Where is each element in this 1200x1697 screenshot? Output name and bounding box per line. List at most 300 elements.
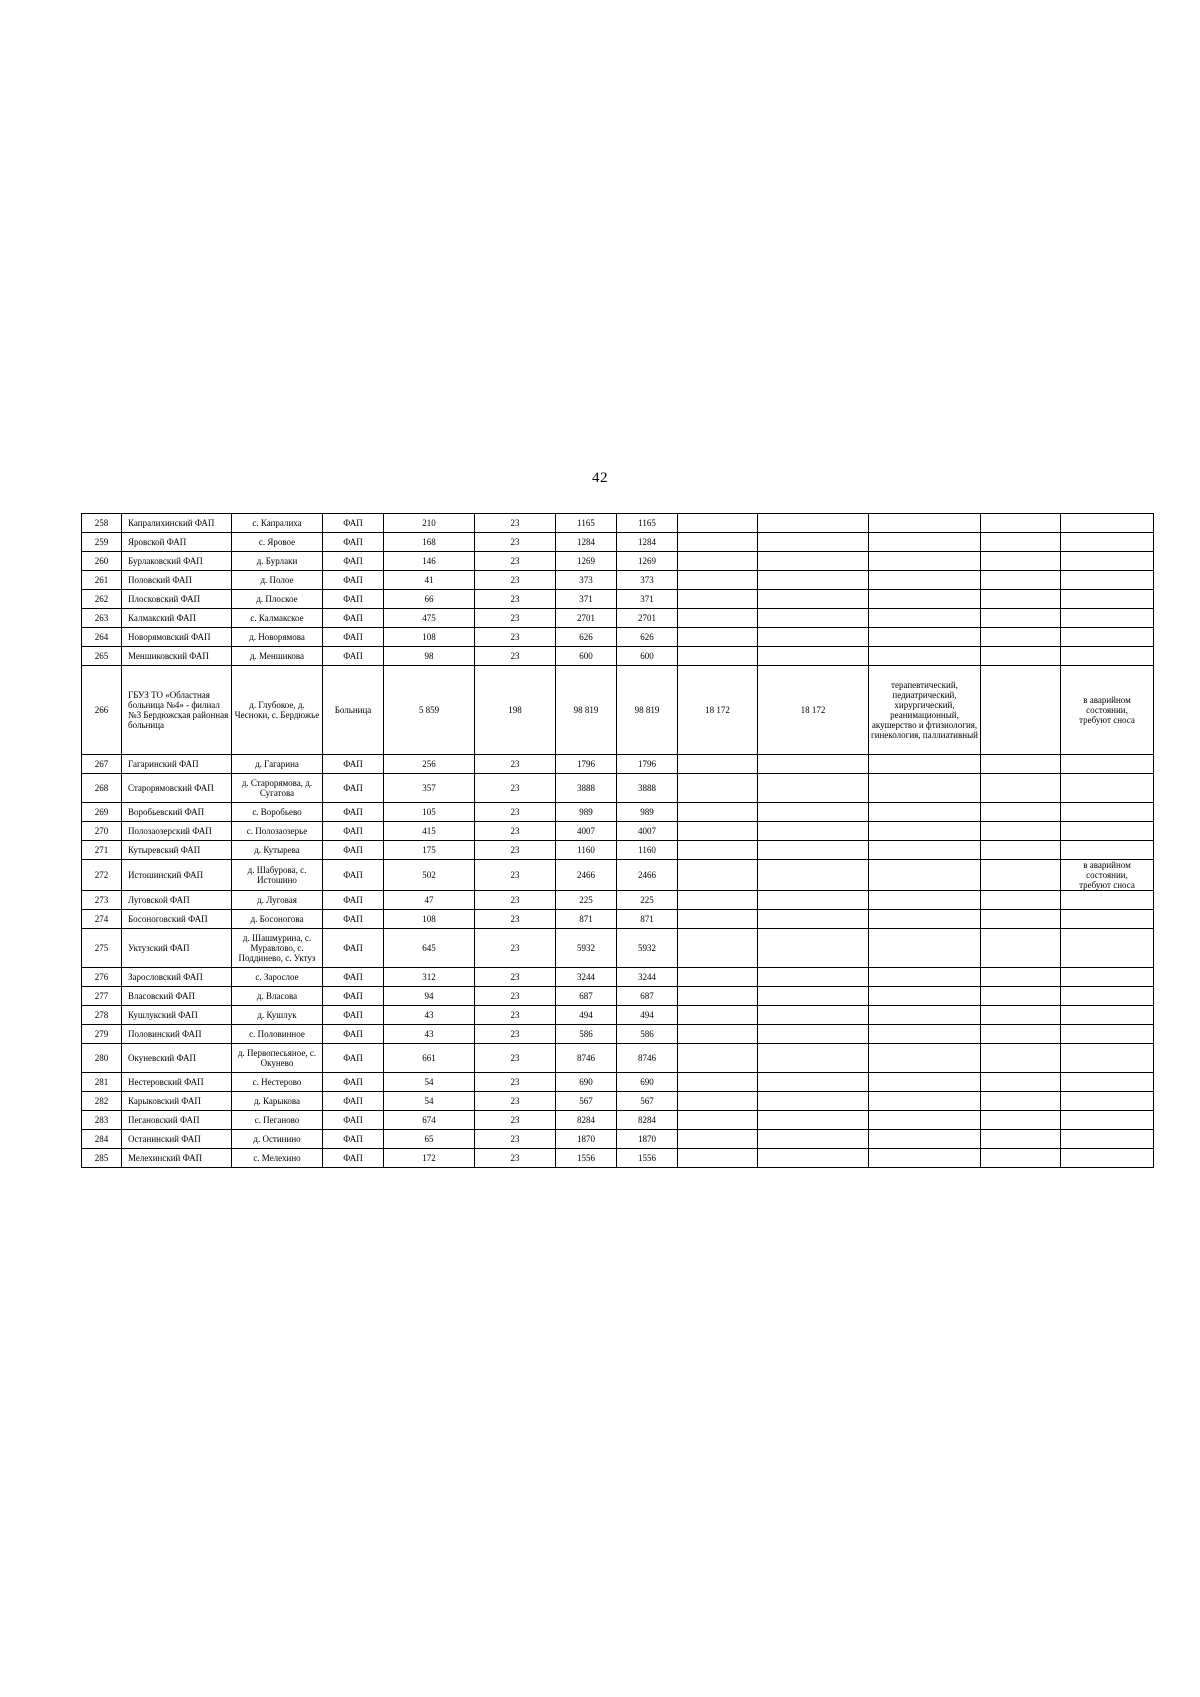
beds-total-cell	[678, 1111, 758, 1130]
facility-type-cell: ФАП	[323, 803, 384, 822]
area-total-cell: 600	[556, 647, 617, 666]
facility-name-cell: Босоноговский ФАП	[122, 910, 232, 929]
facility-name-cell: Гагаринский ФАП	[122, 755, 232, 774]
table-row	[82, 1006, 1154, 1025]
table-row	[82, 822, 1154, 841]
extra-cell	[981, 1025, 1061, 1044]
area-total-cell: 1556	[556, 1149, 617, 1168]
area-total-cell: 98 819	[556, 666, 617, 755]
beds-used-cell	[758, 803, 869, 822]
area-total-cell: 2466	[556, 860, 617, 891]
row-number-cell: 278	[82, 1006, 122, 1025]
condition-note-cell	[1061, 1092, 1154, 1111]
locality-cell: д. Глубокое, д. Чеснoки, с. Бердюжье	[232, 666, 323, 755]
area-total-cell: 494	[556, 1006, 617, 1025]
row-number-cell: 284	[82, 1130, 122, 1149]
condition-note-cell	[1061, 1130, 1154, 1149]
condition-note-cell	[1061, 910, 1154, 929]
locality-cell: с. Пеганово	[232, 1111, 323, 1130]
facility-name-cell: Меншиковский ФАП	[122, 647, 232, 666]
facility-name-cell: Новорямовский ФАП	[122, 628, 232, 647]
area-total-cell: 2701	[556, 609, 617, 628]
area-used-cell: 373	[617, 571, 678, 590]
locality-cell: с. Капралиха	[232, 514, 323, 533]
beds-used-cell	[758, 1092, 869, 1111]
facility-type-cell: ФАП	[323, 774, 384, 803]
row-number-cell: 276	[82, 968, 122, 987]
row-number-cell: 260	[82, 552, 122, 571]
facility-name-cell: Кушлукский ФАП	[122, 1006, 232, 1025]
table-row	[82, 860, 1154, 891]
extra-cell	[981, 987, 1061, 1006]
profile-cell	[869, 1044, 981, 1073]
extra-cell	[981, 803, 1061, 822]
facility-name-cell: Останинский ФАП	[122, 1130, 232, 1149]
extra-cell	[981, 590, 1061, 609]
table-row	[82, 514, 1154, 533]
area-total-cell: 687	[556, 987, 617, 1006]
beds-used-cell	[758, 755, 869, 774]
population-cell: 54	[384, 1073, 475, 1092]
profile-cell	[869, 533, 981, 552]
population-cell: 645	[384, 929, 475, 968]
beds-total-cell	[678, 803, 758, 822]
beds-used-cell	[758, 841, 869, 860]
facility-type-cell: ФАП	[323, 647, 384, 666]
row-number-cell: 268	[82, 774, 122, 803]
facility-type-cell: ФАП	[323, 514, 384, 533]
extra-cell	[981, 647, 1061, 666]
facility-type-cell: ФАП	[323, 1073, 384, 1092]
facility-type-cell: ФАП	[323, 841, 384, 860]
profile-cell	[869, 1111, 981, 1130]
facility-type-cell: ФАП	[323, 910, 384, 929]
area-used-cell: 1165	[617, 514, 678, 533]
population-cell: 415	[384, 822, 475, 841]
staff-count-cell: 23	[475, 533, 556, 552]
extra-cell	[981, 755, 1061, 774]
page-number: 42	[592, 470, 608, 486]
beds-used-cell	[758, 968, 869, 987]
beds-used-cell	[758, 1006, 869, 1025]
row-number-cell: 279	[82, 1025, 122, 1044]
beds-used-cell	[758, 860, 869, 891]
population-cell: 256	[384, 755, 475, 774]
extra-cell	[981, 552, 1061, 571]
locality-cell: д. Новорямова	[232, 628, 323, 647]
table-row	[82, 647, 1154, 666]
table-row	[82, 533, 1154, 552]
area-used-cell: 2466	[617, 860, 678, 891]
row-number-cell: 274	[82, 910, 122, 929]
beds-total-cell	[678, 571, 758, 590]
locality-cell: д. Кутырева	[232, 841, 323, 860]
locality-cell: д. Власова	[232, 987, 323, 1006]
facility-type-cell: ФАП	[323, 628, 384, 647]
staff-count-cell: 23	[475, 1092, 556, 1111]
facility-type-cell: ФАП	[323, 571, 384, 590]
extra-cell	[981, 1130, 1061, 1149]
table-row	[82, 774, 1154, 803]
beds-used-cell	[758, 1044, 869, 1073]
population-cell: 54	[384, 1092, 475, 1111]
area-total-cell: 626	[556, 628, 617, 647]
condition-note-cell	[1061, 1149, 1154, 1168]
table-row	[82, 1044, 1154, 1073]
area-used-cell: 494	[617, 1006, 678, 1025]
locality-cell: д. Старорямова, д. Сугатова	[232, 774, 323, 803]
area-total-cell: 225	[556, 891, 617, 910]
staff-count-cell: 23	[475, 929, 556, 968]
beds-used-cell	[758, 1025, 869, 1044]
facility-name-cell: Полозаозерский ФАП	[122, 822, 232, 841]
condition-note-cell	[1061, 774, 1154, 803]
area-total-cell: 373	[556, 571, 617, 590]
extra-cell	[981, 1073, 1061, 1092]
staff-count-cell: 23	[475, 822, 556, 841]
row-number-cell: 259	[82, 533, 122, 552]
area-total-cell: 371	[556, 590, 617, 609]
beds-used-cell	[758, 929, 869, 968]
profile-cell	[869, 628, 981, 647]
beds-used-cell	[758, 609, 869, 628]
beds-total-cell	[678, 1073, 758, 1092]
condition-note-cell	[1061, 987, 1154, 1006]
population-cell: 105	[384, 803, 475, 822]
table-row	[82, 666, 1154, 755]
table-row	[82, 1130, 1154, 1149]
staff-count-cell: 23	[475, 1130, 556, 1149]
condition-note-cell	[1061, 1073, 1154, 1092]
profile-cell	[869, 1073, 981, 1092]
facility-name-cell: Луговской ФАП	[122, 891, 232, 910]
locality-cell: с. Половинное	[232, 1025, 323, 1044]
profile-cell	[869, 774, 981, 803]
facility-name-cell: Яровской ФАП	[122, 533, 232, 552]
beds-used-cell	[758, 822, 869, 841]
condition-note-cell	[1061, 1044, 1154, 1073]
condition-note-cell	[1061, 968, 1154, 987]
beds-used-cell	[758, 647, 869, 666]
staff-count-cell: 23	[475, 609, 556, 628]
beds-total-cell	[678, 1044, 758, 1073]
locality-cell: д. Бурлаки	[232, 552, 323, 571]
beds-used-cell	[758, 514, 869, 533]
extra-cell	[981, 968, 1061, 987]
staff-count-cell: 23	[475, 891, 556, 910]
beds-used-cell	[758, 987, 869, 1006]
area-used-cell: 989	[617, 803, 678, 822]
staff-count-cell: 23	[475, 1006, 556, 1025]
beds-total-cell	[678, 514, 758, 533]
beds-used-cell	[758, 1073, 869, 1092]
row-number-cell: 263	[82, 609, 122, 628]
locality-cell: с. Воробьево	[232, 803, 323, 822]
beds-used-cell	[758, 533, 869, 552]
area-used-cell: 600	[617, 647, 678, 666]
staff-count-cell: 23	[475, 571, 556, 590]
beds-used-cell	[758, 891, 869, 910]
facility-type-cell: ФАП	[323, 822, 384, 841]
facility-name-cell: Старорямовский ФАП	[122, 774, 232, 803]
facility-name-cell: Плосковский ФАП	[122, 590, 232, 609]
staff-count-cell: 23	[475, 1111, 556, 1130]
facility-name-cell: Пегановский ФАП	[122, 1111, 232, 1130]
profile-cell	[869, 514, 981, 533]
population-cell: 65	[384, 1130, 475, 1149]
area-total-cell: 1269	[556, 552, 617, 571]
locality-cell: д. Плоское	[232, 590, 323, 609]
locality-cell: д. Полое	[232, 571, 323, 590]
profile-cell	[869, 910, 981, 929]
row-number-cell: 282	[82, 1092, 122, 1111]
staff-count-cell: 23	[475, 1044, 556, 1073]
population-cell: 108	[384, 910, 475, 929]
facility-name-cell: Истошинский ФАП	[122, 860, 232, 891]
area-used-cell: 871	[617, 910, 678, 929]
profile-cell	[869, 968, 981, 987]
condition-note-cell	[1061, 552, 1154, 571]
profile-cell	[869, 609, 981, 628]
beds-total-cell	[678, 910, 758, 929]
population-cell: 41	[384, 571, 475, 590]
area-used-cell: 1269	[617, 552, 678, 571]
extra-cell	[981, 514, 1061, 533]
facility-type-cell: ФАП	[323, 755, 384, 774]
beds-total-cell	[678, 968, 758, 987]
table-row	[82, 1073, 1154, 1092]
population-cell: 502	[384, 860, 475, 891]
area-used-cell: 3244	[617, 968, 678, 987]
extra-cell	[981, 628, 1061, 647]
condition-note-cell: в аварийном состоянии, требуют сноса	[1061, 860, 1154, 891]
beds-used-cell	[758, 552, 869, 571]
row-number-cell: 264	[82, 628, 122, 647]
facility-type-cell: ФАП	[323, 609, 384, 628]
profile-cell	[869, 1149, 981, 1168]
table-row	[82, 571, 1154, 590]
table-row	[82, 910, 1154, 929]
row-number-cell: 277	[82, 987, 122, 1006]
table-row	[82, 929, 1154, 968]
profile-cell	[869, 929, 981, 968]
beds-total-cell	[678, 1092, 758, 1111]
facility-name-cell: Нестеровский ФАП	[122, 1073, 232, 1092]
profile-cell	[869, 891, 981, 910]
population-cell: 172	[384, 1149, 475, 1168]
beds-total-cell	[678, 841, 758, 860]
area-used-cell: 2701	[617, 609, 678, 628]
row-number-cell: 271	[82, 841, 122, 860]
beds-total-cell	[678, 552, 758, 571]
extra-cell	[981, 571, 1061, 590]
profile-cell	[869, 571, 981, 590]
beds-used-cell	[758, 1111, 869, 1130]
condition-note-cell	[1061, 891, 1154, 910]
beds-used-cell	[758, 571, 869, 590]
facility-name-cell: Зарословский ФАП	[122, 968, 232, 987]
facility-name-cell: Калмакский ФАП	[122, 609, 232, 628]
beds-used-cell	[758, 1130, 869, 1149]
condition-note-cell	[1061, 1006, 1154, 1025]
beds-total-cell	[678, 1006, 758, 1025]
facility-type-cell: ФАП	[323, 1092, 384, 1111]
staff-count-cell: 23	[475, 552, 556, 571]
locality-cell: д. Шабурова, с. Истошино	[232, 860, 323, 891]
facility-type-cell: Больница	[323, 666, 384, 755]
area-used-cell: 1870	[617, 1130, 678, 1149]
area-used-cell: 8284	[617, 1111, 678, 1130]
row-number-cell: 273	[82, 891, 122, 910]
table-body	[82, 514, 1154, 1168]
locality-cell: д. Шашмурина, с. Муравлово, с. Поддинево, с. Уктуз	[232, 929, 323, 968]
extra-cell	[981, 891, 1061, 910]
profile-cell	[869, 822, 981, 841]
beds-total-cell	[678, 987, 758, 1006]
beds-total-cell	[678, 755, 758, 774]
table-row	[82, 841, 1154, 860]
area-used-cell: 1284	[617, 533, 678, 552]
staff-count-cell: 23	[475, 803, 556, 822]
staff-count-cell: 23	[475, 968, 556, 987]
facility-type-cell: ФАП	[323, 1044, 384, 1073]
extra-cell	[981, 860, 1061, 891]
row-number-cell: 267	[82, 755, 122, 774]
condition-note-cell	[1061, 609, 1154, 628]
area-total-cell: 1284	[556, 533, 617, 552]
staff-count-cell: 23	[475, 628, 556, 647]
area-used-cell: 1556	[617, 1149, 678, 1168]
beds-total-cell	[678, 590, 758, 609]
facilities-table	[81, 513, 1154, 1168]
area-total-cell: 586	[556, 1025, 617, 1044]
beds-total-cell	[678, 647, 758, 666]
area-total-cell: 871	[556, 910, 617, 929]
area-total-cell: 690	[556, 1073, 617, 1092]
condition-note-cell	[1061, 533, 1154, 552]
row-number-cell: 266	[82, 666, 122, 755]
area-total-cell: 1796	[556, 755, 617, 774]
facility-name-cell: Карыковский ФАП	[122, 1092, 232, 1111]
facility-type-cell: ФАП	[323, 590, 384, 609]
condition-note-cell	[1061, 929, 1154, 968]
table-row	[82, 552, 1154, 571]
staff-count-cell: 23	[475, 841, 556, 860]
population-cell: 674	[384, 1111, 475, 1130]
table-row	[82, 628, 1154, 647]
area-total-cell: 4007	[556, 822, 617, 841]
population-cell: 146	[384, 552, 475, 571]
staff-count-cell: 23	[475, 774, 556, 803]
beds-total-cell	[678, 1130, 758, 1149]
row-number-cell: 258	[82, 514, 122, 533]
staff-count-cell: 23	[475, 647, 556, 666]
extra-cell	[981, 910, 1061, 929]
locality-cell: с. Зарослое	[232, 968, 323, 987]
extra-cell	[981, 609, 1061, 628]
condition-note-cell	[1061, 822, 1154, 841]
extra-cell	[981, 1149, 1061, 1168]
area-total-cell: 3244	[556, 968, 617, 987]
beds-total-cell	[678, 774, 758, 803]
staff-count-cell: 23	[475, 860, 556, 891]
profile-cell	[869, 755, 981, 774]
profile-cell	[869, 590, 981, 609]
facility-name-cell: ГБУЗ ТО «Областная больница №4» - филиал №3 Бердюжская районная больница	[122, 666, 232, 755]
locality-cell: д. Гагарина	[232, 755, 323, 774]
facility-type-cell: ФАП	[323, 1006, 384, 1025]
condition-note-cell	[1061, 1111, 1154, 1130]
condition-note-cell	[1061, 841, 1154, 860]
locality-cell: д. Меншикова	[232, 647, 323, 666]
area-total-cell: 3888	[556, 774, 617, 803]
staff-count-cell: 23	[475, 755, 556, 774]
population-cell: 43	[384, 1006, 475, 1025]
table-row	[82, 590, 1154, 609]
row-number-cell: 283	[82, 1111, 122, 1130]
facility-name-cell: Воробьевский ФАП	[122, 803, 232, 822]
profile-cell	[869, 1130, 981, 1149]
extra-cell	[981, 1006, 1061, 1025]
profile-cell	[869, 1092, 981, 1111]
facility-type-cell: ФАП	[323, 1025, 384, 1044]
profile-cell	[869, 860, 981, 891]
beds-total-cell	[678, 929, 758, 968]
facility-type-cell: ФАП	[323, 533, 384, 552]
locality-cell: д. Остинино	[232, 1130, 323, 1149]
row-number-cell: 261	[82, 571, 122, 590]
locality-cell: д. Кушлук	[232, 1006, 323, 1025]
population-cell: 47	[384, 891, 475, 910]
facility-name-cell: Кутыревский ФАП	[122, 841, 232, 860]
extra-cell	[981, 1092, 1061, 1111]
profile-cell	[869, 1006, 981, 1025]
facility-type-cell: ФАП	[323, 891, 384, 910]
beds-used-cell: 18 172	[758, 666, 869, 755]
facility-name-cell: Бурлаковский ФАП	[122, 552, 232, 571]
row-number-cell: 265	[82, 647, 122, 666]
table-row	[82, 803, 1154, 822]
staff-count-cell: 198	[475, 666, 556, 755]
facility-name-cell: Уктузский ФАП	[122, 929, 232, 968]
beds-total-cell	[678, 533, 758, 552]
extra-cell	[981, 774, 1061, 803]
profile-cell	[869, 841, 981, 860]
staff-count-cell: 23	[475, 987, 556, 1006]
condition-note-cell	[1061, 647, 1154, 666]
population-cell: 475	[384, 609, 475, 628]
area-used-cell: 626	[617, 628, 678, 647]
beds-used-cell	[758, 628, 869, 647]
facility-type-cell: ФАП	[323, 929, 384, 968]
staff-count-cell: 23	[475, 1073, 556, 1092]
population-cell: 43	[384, 1025, 475, 1044]
table-row	[82, 609, 1154, 628]
facility-name-cell: Капралихинский ФАП	[122, 514, 232, 533]
row-number-cell: 275	[82, 929, 122, 968]
beds-used-cell	[758, 1149, 869, 1168]
area-used-cell: 98 819	[617, 666, 678, 755]
area-used-cell: 687	[617, 987, 678, 1006]
facility-type-cell: ФАП	[323, 968, 384, 987]
staff-count-cell: 23	[475, 1149, 556, 1168]
area-total-cell: 8746	[556, 1044, 617, 1073]
area-total-cell: 989	[556, 803, 617, 822]
facility-name-cell: Власовский ФАП	[122, 987, 232, 1006]
condition-note-cell	[1061, 628, 1154, 647]
beds-total-cell	[678, 1025, 758, 1044]
locality-cell: д. Босоногова	[232, 910, 323, 929]
